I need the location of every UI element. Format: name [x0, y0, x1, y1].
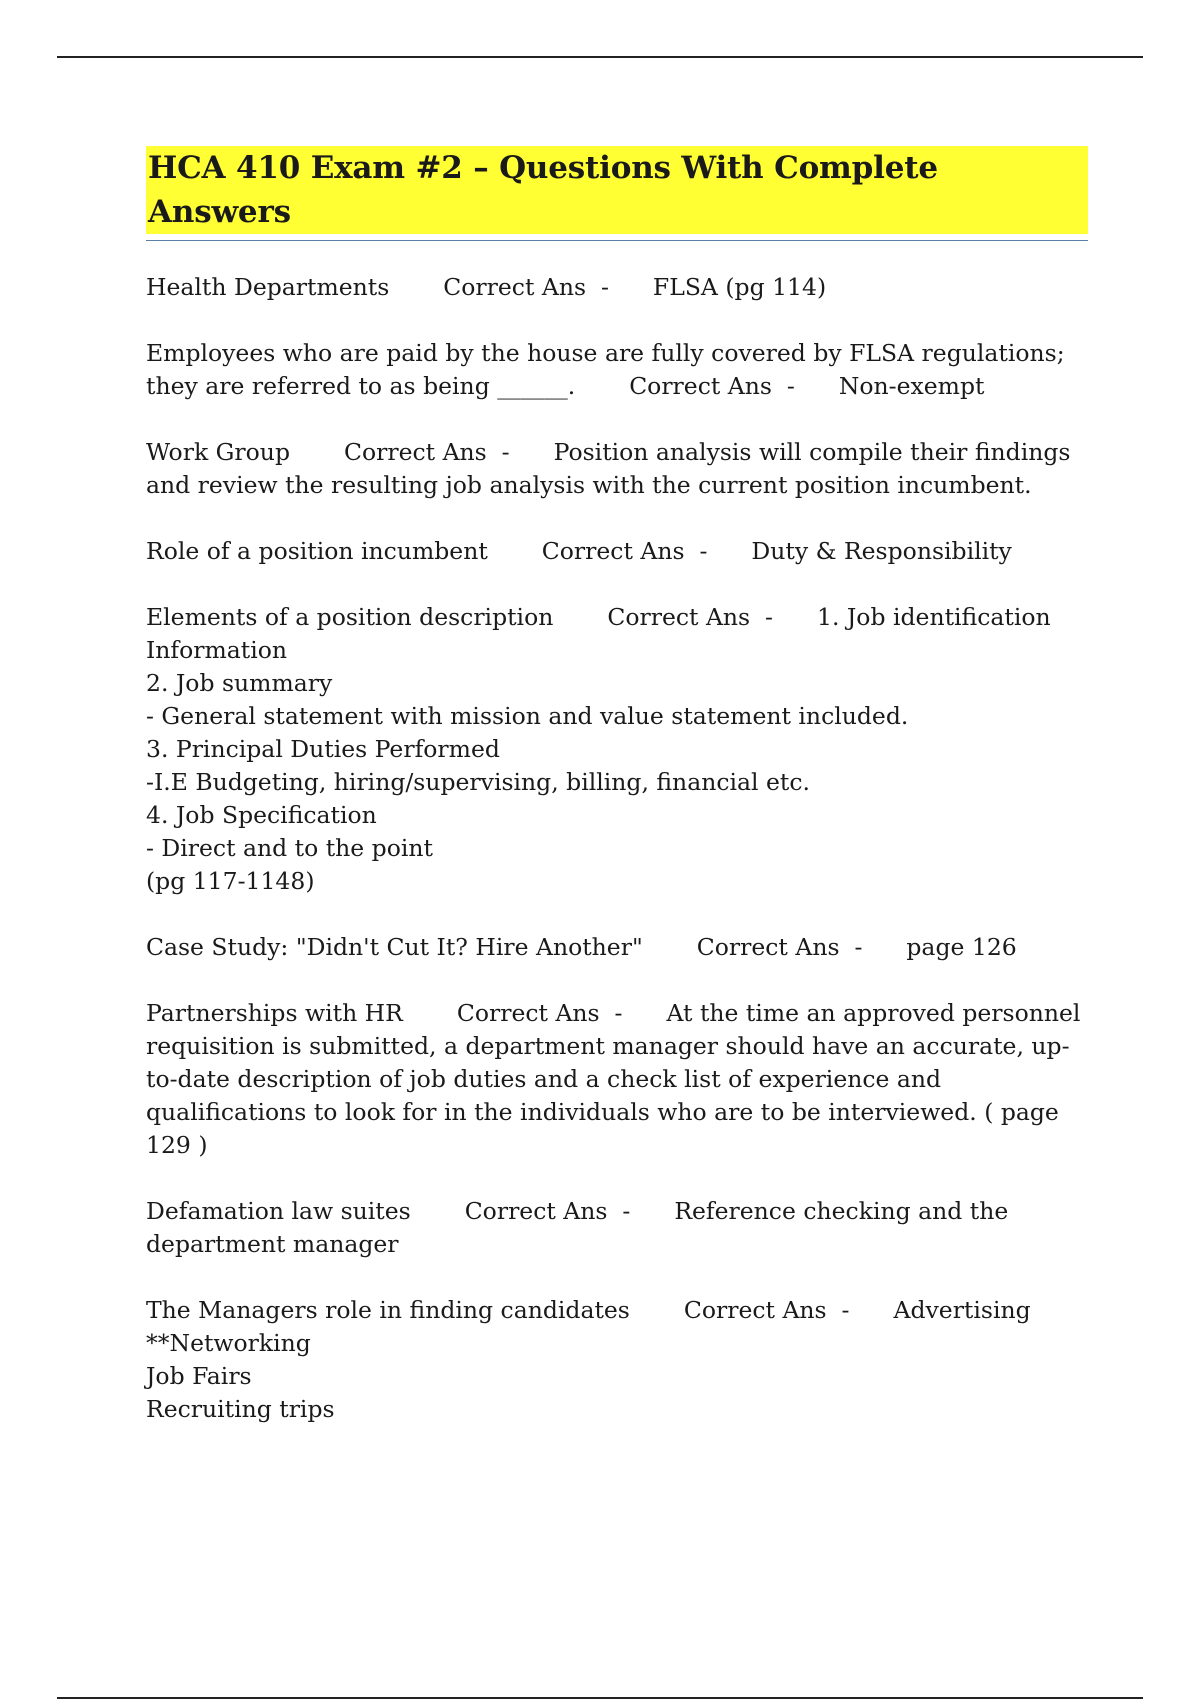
correct-ans-label: Correct Ans -	[629, 372, 795, 400]
qa-list	[146, 271, 1086, 1426]
correct-ans-label: Correct Ans -	[343, 438, 510, 466]
answer-text: - Direct and to the point	[146, 834, 433, 862]
qa-item	[146, 436, 1086, 502]
answer-text: Position analysis will compile their findings and review the resulting job analysis with the current position incumbent.	[146, 438, 1078, 499]
qa-item	[146, 931, 1086, 964]
answer-text: Advertising	[893, 1296, 1031, 1324]
answer-text: 1. Job identification Information	[146, 603, 1059, 664]
correct-ans-label: Correct Ans -	[696, 933, 863, 961]
qa-item	[146, 535, 1086, 568]
question-text: Employees who are paid by the house are fully covered by FLSA regulations; they are referred to as being ______.	[146, 339, 1073, 400]
qa-item	[146, 1195, 1086, 1261]
answer-text: 3. Principal Duties Performed	[146, 735, 500, 763]
answer-text: -I.E Budgeting, hiring/supervising, billing, financial etc.	[146, 768, 810, 796]
question-text: Case Study: "Didn't Cut It? Hire Another"	[146, 933, 643, 961]
correct-ans-label: Correct Ans -	[464, 1197, 631, 1225]
correct-ans-label: Correct Ans -	[443, 273, 609, 301]
answer-text: - General statement with mission and value statement included.	[146, 702, 909, 730]
answer-text: Recruiting trips	[146, 1395, 335, 1423]
document-body	[146, 146, 1086, 1459]
answer-text: 2. Job summary	[146, 669, 333, 697]
answer-text: **Networking	[146, 1329, 311, 1357]
correct-ans-label: Correct Ans -	[683, 1296, 850, 1324]
qa-item	[146, 271, 1086, 304]
question-text: Elements of a position description	[146, 603, 554, 631]
answer-text: Duty & Responsibility	[751, 537, 1012, 565]
question-text: Role of a position incumbent	[146, 537, 488, 565]
answer-text: page 126	[906, 933, 1017, 961]
answer-text: Non-exempt	[838, 372, 985, 400]
answer-text: 4. Job Specification	[146, 801, 377, 829]
question-text: Defamation law suites	[146, 1197, 411, 1225]
document-title: HCA 410 Exam #2 – Questions With Complete Answers	[146, 146, 1088, 234]
qa-item	[146, 997, 1086, 1162]
bottom-rule	[57, 1697, 1143, 1699]
qa-item	[146, 601, 1086, 898]
answer-text: FLSA (pg 114)	[652, 273, 827, 301]
qa-item	[146, 337, 1086, 403]
top-rule	[57, 56, 1143, 58]
answer-text: At the time an approved personnel requisition is submitted, a department manager should have an accurate, up-to-date description of job duties and a check list of experience and qualifications to look for in the individuals who are to be interviewed. ( page 129 )	[146, 999, 1088, 1159]
correct-ans-label: Correct Ans -	[456, 999, 623, 1027]
correct-ans-label: Correct Ans -	[541, 537, 708, 565]
question-text: Health Departments	[146, 273, 390, 301]
answer-text: Reference checking and the department manager	[146, 1197, 1016, 1258]
answer-text: Job Fairs	[146, 1362, 252, 1390]
title-block	[146, 146, 1088, 241]
correct-ans-label: Correct Ans -	[607, 603, 773, 631]
qa-item	[146, 1294, 1086, 1426]
answer-text: (pg 117-1148)	[146, 867, 315, 895]
question-text: Partnerships with HR	[146, 999, 403, 1027]
question-text: Work Group	[146, 438, 290, 466]
question-text: The Managers role in finding candidates	[146, 1296, 630, 1324]
